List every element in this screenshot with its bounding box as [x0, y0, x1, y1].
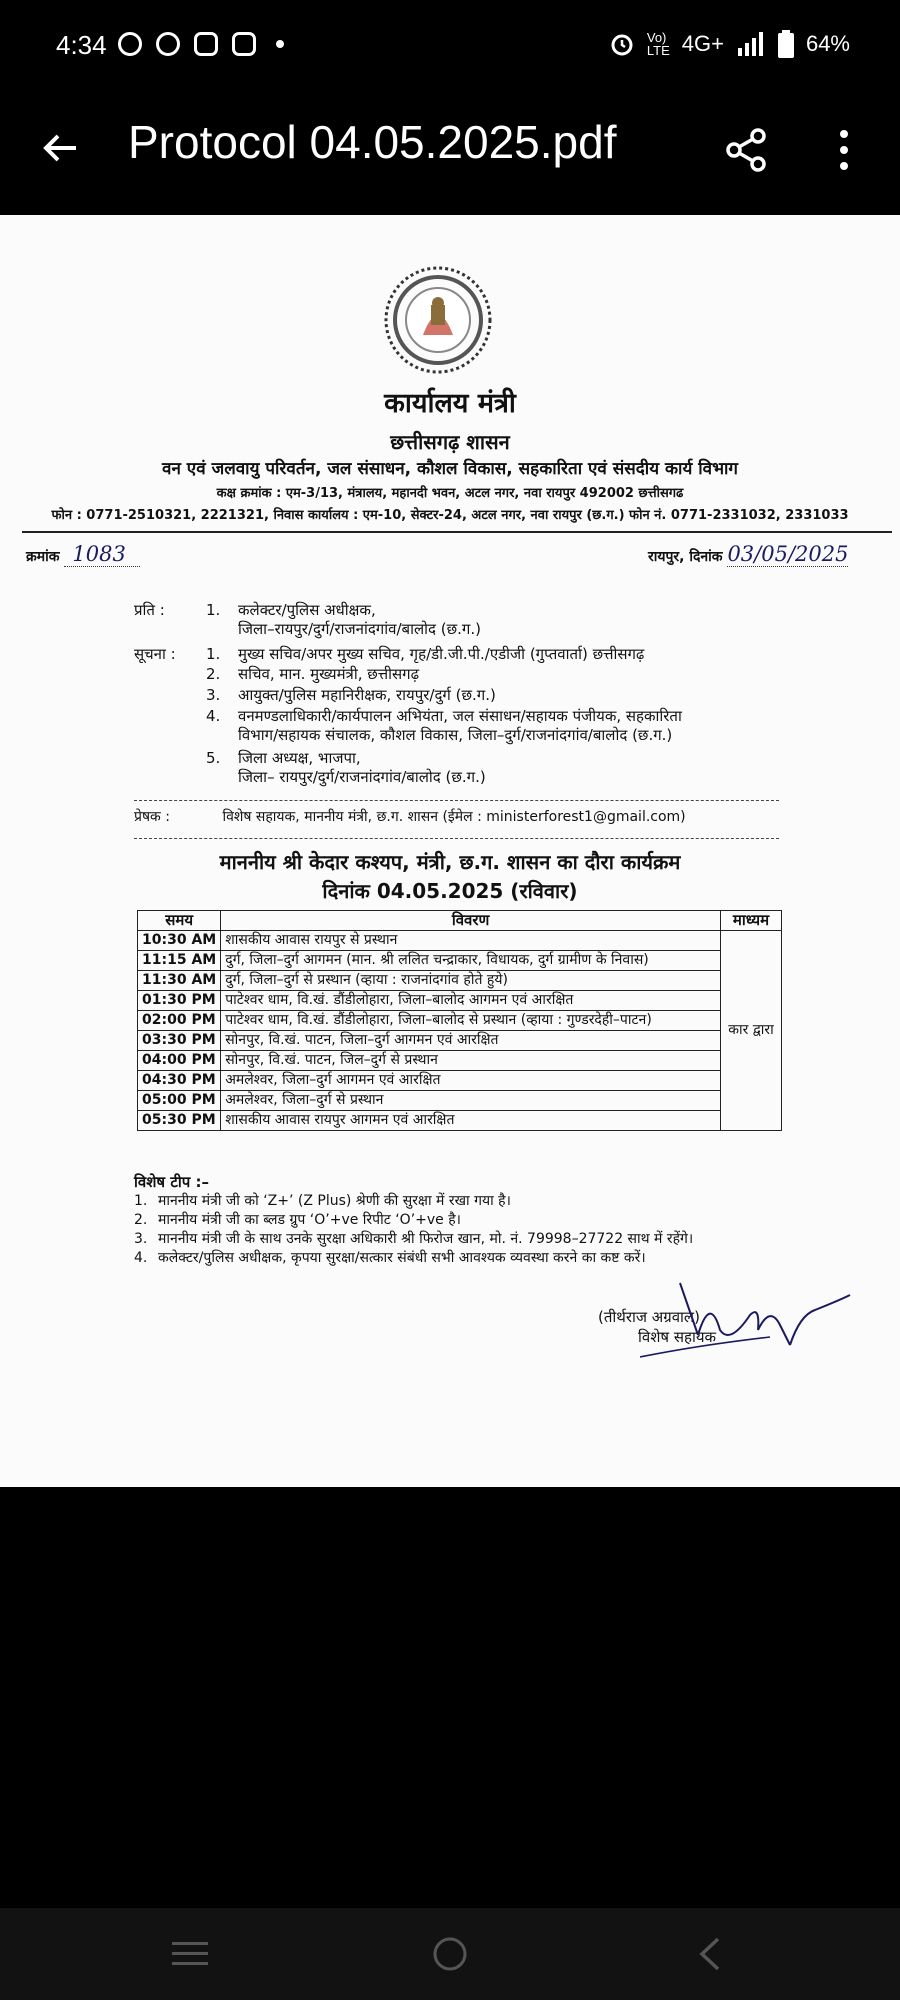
info-item: 4. वनमण्डलाधिकारी/कार्यपालन अभियंता, जल संसाधन/सहायक पंजीयक, सहकारिता विभाग/सहायक संचालक, कौशल विकास, जिला–दुर्ग/राजनांदगांव/बालोद (छ.ग.) [206, 707, 682, 744]
note-item: 1. माननीय मंत्री जी को ‘Z+’ (Z Plus) श्रेणी की सुरक्षा में रखा गया है। [134, 1193, 511, 1209]
whatsapp-icon [156, 32, 180, 56]
government-heading: छत्तीसगढ़ शासन [390, 430, 510, 454]
place-date: रायपुर, दिनांक 03/05/2025 [648, 542, 849, 566]
date-handwritten: 03/05/2025 [727, 542, 849, 566]
handwritten-signature [640, 1275, 860, 1365]
more-options-icon[interactable] [834, 128, 854, 176]
info-item: 3. आयुक्त/पुलिस महानिरीक्षक, रायपुर/दुर्ग (छ.ग.) [206, 686, 496, 704]
table-row: 05:30 PM शासकीय आवास रायपुर आगमन एवं आरक्षित [138, 1111, 782, 1131]
document-title: Protocol 04.05.2025.pdf [128, 116, 617, 168]
more-notifications-dot [276, 40, 284, 48]
table-row: 10:30 AM शासकीय आवास रायपुर से प्रस्थान कार द्वारा [138, 931, 782, 951]
pdf-page [0, 215, 900, 1487]
instagram-icon [232, 32, 256, 56]
share-icon[interactable] [722, 126, 770, 178]
note-item: 2. माननीय मंत्री जी का ब्लड ग्रुप ‘O’+ve रिपीट ‘O’+ve है। [134, 1212, 461, 1228]
signatory-title: विशेष सहायक [638, 1328, 717, 1346]
info-item: 2. सचिव, मान. मुख्यमंत्री, छत्तीसगढ़ [206, 665, 420, 683]
table-row: 01:30 PM पाटेश्वर धाम, वि.खं. डौंडीलोहारा, जिला–बालोद आगमन एवं आरक्षित [138, 991, 782, 1011]
sender-line: प्रेषक : विशेष सहायक, माननीय मंत्री, छ.ग. शासन (ईमेल : ministerforest1@gmail.com) [134, 809, 686, 825]
addressee-to: प्रति : 1. कलेक्टर/पुलिस अधीक्षक, जिला–रायपुर/दुर्ग/राजनांदगांव/बालोद (छ.ग.) [134, 601, 481, 638]
back-arrow-icon[interactable] [40, 128, 80, 176]
table-row: 11:15 AM दुर्ग, जिला–दुर्ग आगमन (मान. श्री ललित चन्द्राकार, विधायक, दुर्ग ग्रामीण के निवास) [138, 951, 782, 971]
signatory-name: (तीर्थराज अग्रवाल) [598, 1308, 700, 1326]
chhattisgarh-emblem-logo [383, 265, 493, 375]
signal-icon [736, 32, 766, 56]
note-item: 4. कलेक्टर/पुलिस अधीक्षक, कृपया सुरक्षा/सत्कार संबंधी सभी आवश्यक व्यवस्था करने का कष्ट करें। [134, 1250, 646, 1266]
battery-icon [778, 30, 794, 58]
ref-number-handwritten: 1083 [64, 542, 139, 567]
table-row: 04:00 PM सोनपुर, वि.खं. पाटन, जिल–दुर्ग से प्रस्थान [138, 1051, 782, 1071]
app-bar [0, 90, 900, 215]
info-item: 5. जिला अध्यक्ष, भाजपा, जिला– रायपुर/दुर्ग/राजनांदगांव/बालोद (छ.ग.) [206, 749, 486, 786]
office-heading: कार्यालय मंत्री [384, 388, 516, 419]
alarm-icon [609, 31, 635, 57]
table-row: 04:30 PM अमलेश्वर, जिला–दुर्ग आगमन एवं आरक्षित [138, 1071, 782, 1091]
notes-title: विशेष टीप :– [134, 1173, 210, 1191]
divider [134, 800, 779, 801]
divider [134, 838, 779, 839]
table-row: 03:30 PM सोनपुर, वि.खं. पाटन, जिला–दुर्ग आगमन एवं आरक्षित [138, 1031, 782, 1051]
program-title: माननीय श्री केदार कश्यप, मंत्री, छ.ग. शासन का दौरा कार्यक्रम [219, 850, 681, 874]
notification-icons [118, 32, 284, 56]
status-bar [0, 0, 900, 90]
header-rule [22, 531, 892, 533]
system-nav-bar [0, 1908, 900, 2000]
volte-icon: Vo) LTE [646, 30, 670, 58]
table-row: 02:00 PM पाटेश्वर धाम, वि.खं. डौंडीलोहारा, जिला–बालोद से प्रस्थान (व्हाया : गुण्डरदेही–पाटन) [138, 1011, 782, 1031]
table-row: 11:30 AM दुर्ग, जिला–दुर्ग से प्रस्थान (व्हाया : राजनांदगांव होते हुये) [138, 971, 782, 991]
system-icons [609, 30, 850, 58]
home-icon[interactable] [430, 1934, 470, 1974]
instagram-icon [194, 32, 218, 56]
table-row: 05:00 PM अमलेश्वर, जिला–दुर्ग से प्रस्थान [138, 1091, 782, 1111]
schedule-table [137, 910, 782, 1131]
recent-apps-icon[interactable] [170, 1938, 210, 1970]
note-item: 3. माननीय मंत्री जी के साथ उनके सुरक्षा अधिकारी श्री फिरोज खान, मो. नं. 79998–27722 साथ में रहेंगे। [134, 1231, 694, 1247]
facebook-icon [118, 32, 142, 56]
back-nav-icon[interactable] [696, 1936, 724, 1972]
room-address: कक्ष क्रमांक : एम-3/13, मंत्रालय, महानदी भवन, अटल नगर, नवा रायपुर 492002 छत्तीसगढ [216, 486, 684, 501]
network-type: 4G+ [681, 31, 724, 56]
special-notes [134, 1173, 814, 1268]
mode-cell: कार द्वारा [721, 931, 782, 1131]
table-header-row: समय विवरण माध्यम [138, 911, 782, 931]
info-item: सूचना : 1. मुख्य सचिव/अपर मुख्य सचिव, गृह/डी.जी.पी./एडीजी (गुप्तवार्ता) छत्तीसगढ़ [134, 645, 645, 663]
clock: 4:34 [56, 30, 107, 60]
battery-percent: 64% [805, 31, 850, 56]
program-date: दिनांक 04.05.2025 (रविवार) [322, 879, 578, 903]
phone-line: फोन : 0771-2510321, 2221321, निवास कार्यालय : एम-10, सेक्टर-24, अटल नगर, नवा रायपुर (छ.ग.) फोन नं. 0771-2331032, 2331033 [51, 508, 849, 523]
departments-line: वन एवं जलवायु परिवर्तन, जल संसाधन, कौशल विकास, सहकारिता एवं संसदीय कार्य विभाग [162, 459, 738, 479]
ref-number: क्रमांक 1083 [26, 542, 140, 566]
